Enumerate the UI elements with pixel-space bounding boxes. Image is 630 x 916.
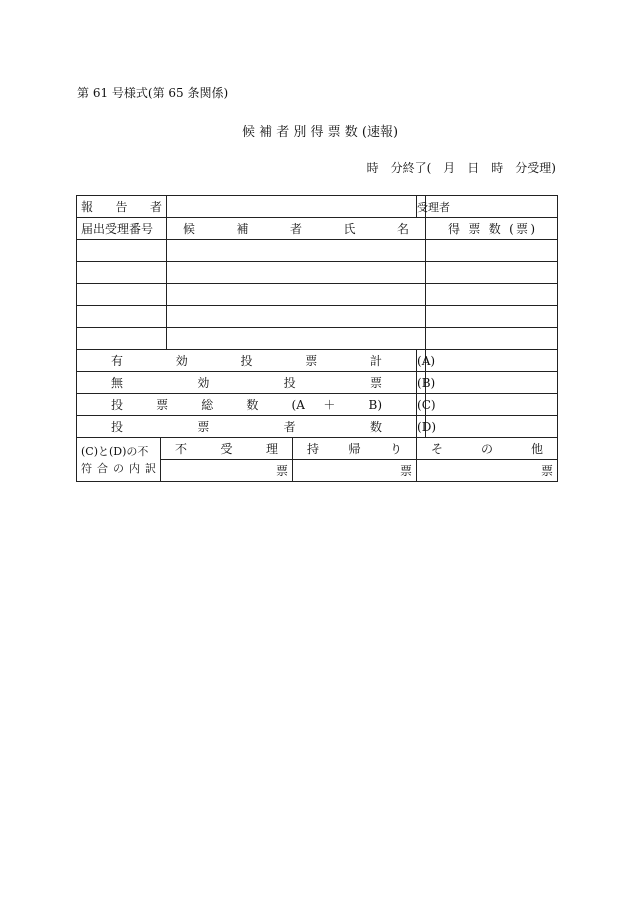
summary-row-valid — [77, 350, 558, 372]
summary-row-total — [77, 394, 558, 416]
filing-number-header: 届出受理番号 — [77, 218, 167, 240]
candidate-name-header: 候 補 者 氏 名 — [167, 218, 426, 240]
taken-home-header: 持 帰 り — [293, 438, 417, 460]
votes-cell[interactable] — [426, 262, 558, 284]
candidate-row — [77, 262, 558, 284]
candidate-name-cell[interactable] — [167, 284, 426, 306]
candidate-name-cell[interactable] — [167, 262, 426, 284]
other-votes[interactable]: 票 — [417, 460, 558, 482]
taken-home-votes[interactable]: 票 — [293, 460, 417, 482]
candidate-row — [77, 240, 558, 262]
not-accepted-votes[interactable]: 票 — [161, 460, 293, 482]
summary-label: 無 効 投 票 — [77, 372, 417, 394]
candidate-name-cell[interactable] — [167, 306, 426, 328]
votes-cell[interactable] — [426, 240, 558, 262]
summary-label: 有 効 投 票 計 — [77, 350, 417, 372]
title-text: 候 補 者 別 得 票 数 (速報) — [241, 125, 399, 140]
votes-cell[interactable] — [426, 328, 558, 350]
summary-row-voters — [77, 416, 558, 438]
form-number: 第 61 号様式(第 65 条関係) — [77, 86, 229, 100]
candidate-name-cell[interactable] — [167, 240, 426, 262]
filing-number-cell[interactable] — [77, 284, 167, 306]
candidate-row — [77, 306, 558, 328]
summary-row-invalid — [77, 372, 558, 394]
filing-number-cell[interactable] — [77, 262, 167, 284]
summary-value-cell[interactable] — [426, 416, 558, 438]
candidate-name-cell[interactable] — [167, 328, 426, 350]
reporter-field[interactable] — [167, 196, 417, 218]
column-header-row — [77, 218, 558, 240]
filing-number-cell[interactable] — [77, 306, 167, 328]
document-title — [0, 121, 630, 140]
discrepancy-header-row — [77, 438, 558, 460]
votes-cell[interactable] — [426, 284, 558, 306]
summary-label: 投 票 者 数 — [77, 416, 417, 438]
summary-mark: (A) — [417, 350, 426, 372]
votes-header: 得 票 数 (票) — [426, 218, 558, 240]
other-header: そ の 他 — [417, 438, 558, 460]
discrepancy-label — [77, 438, 161, 482]
filing-number-cell[interactable] — [77, 240, 167, 262]
discrepancy-label-line2: 符 合 の 内 訳 — [81, 461, 156, 475]
filing-number-cell[interactable] — [77, 328, 167, 350]
vote-report-table — [76, 195, 558, 482]
summary-value-cell[interactable] — [426, 350, 558, 372]
summary-label: 投 票 総 数 (A ＋ B) — [77, 394, 417, 416]
candidate-row — [77, 328, 558, 350]
summary-mark: (B) — [417, 372, 426, 394]
candidate-row — [77, 284, 558, 306]
receiver-label: 受理者 — [417, 196, 426, 218]
time-line: 時 分終了( 月 日 時 分受理) — [366, 161, 556, 175]
reporter-label: 報 告 者 — [77, 196, 167, 218]
summary-value-cell[interactable] — [426, 372, 558, 394]
reporter-row — [77, 196, 558, 218]
not-accepted-header: 不 受 理 — [161, 438, 293, 460]
votes-cell[interactable] — [426, 306, 558, 328]
summary-value-cell[interactable] — [426, 394, 558, 416]
summary-mark: (C) — [417, 394, 426, 416]
discrepancy-label-line1: (C)と(D)の不 — [81, 444, 149, 458]
summary-mark: (D) — [417, 416, 426, 438]
